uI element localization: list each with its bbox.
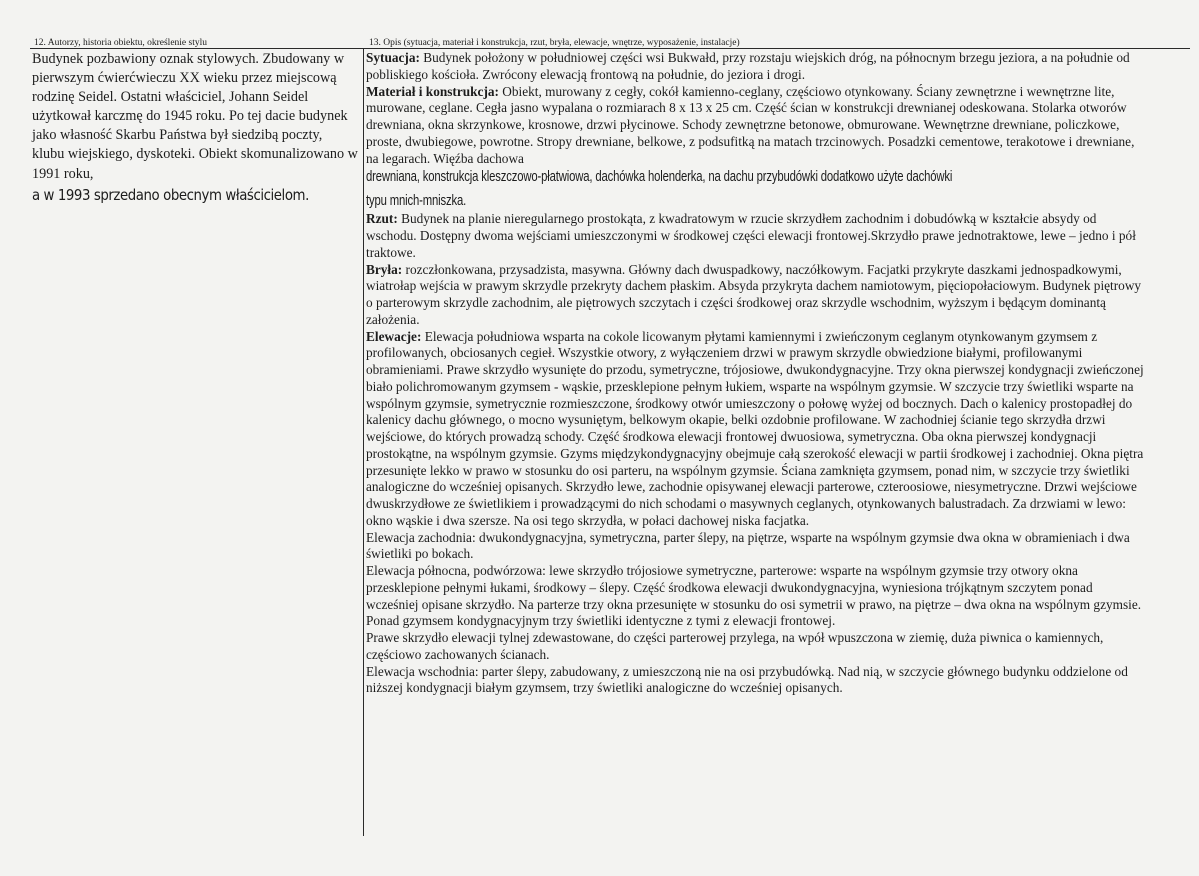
- elewacje-paragraph: [366, 329, 1144, 530]
- sytuacja-paragraph: [366, 50, 1144, 84]
- bryla-paragraph: [366, 262, 1144, 329]
- material-condensed-text-2: typu mnich-mniszka.: [366, 193, 467, 210]
- bryla-label: Bryła:: [366, 261, 403, 277]
- material-text: Obiekt, murowany z cegły, cokół kamienno-ceglany, częściowo otynkowany. Ściany zewnętrzne i wewnętrzne lite, murowane, ceglane. Cegła jasno wypalana o rozmiarach 8 x 13 x 25 cm. Część ścian w konstrukcji drewnianej odeskowana. Stolarka otworów drewniana, okna skrzynkowe, krosnowe, drzwi płycinowe. Schody zewnętrzne betonowe, obmurowane. Wewnętrzne drewniane, policzkowe, proste, dwubiegowe, powrotne. Stropy drewniane, belkowe, z podsufitką na matach trzcinowych. Posadzki cementowe, terakotowe i drewniane, na legarach. Więźba dachowa: [366, 83, 1135, 166]
- rzut-label: Rzut:: [366, 211, 398, 227]
- sytuacja-label: Sytuacja:: [366, 50, 420, 65]
- elewacja-tylna-paragraph: Prawe skrzydło elewacji tylnej zdewastowane, do części parterowej przylega, na wpół wpuszczona w ziemię, duża piwnica o kamiennych, częściowo zachowanych ścianach.: [366, 630, 1104, 662]
- material-condensed-line-2: [366, 191, 1144, 211]
- elewacje-label: Elewacje:: [366, 328, 422, 344]
- sytuacja-text: Budynek położony w południowej części wsi Bukwałd, przy rozstaju wiejskich dróg, na północnym brzegu jeziora, a na południe od pobliskiego kościoła. Zwrócony elewacją frontową na południe, do jeziora i drogi.: [366, 50, 1130, 82]
- history-text: Budynek pozbawiony oznak stylowych. Zbudowany w pierwszym ćwierćwieczu XX wieku przez miejscową rodzinę Seidel. Ostatni właściciel, Johann Seidel użytkował karczmę do 1945 roku. Po tej dacie budynek jako własność Skarbu Państwa był siedzibą poczty, klubu wiejskiego, dyskoteki. Obiekt skomunalizowano w 1991 roku,: [32, 51, 358, 182]
- rzut-paragraph: [366, 211, 1144, 261]
- description-column: [366, 50, 1144, 697]
- material-condensed-text-1: drewniana, konstrukcja kleszczowo-płatwiowa, dachówka holenderka, na dachu przybudówki dodatkowo użyte dachówki: [366, 169, 953, 186]
- elewacje-text: Elewacja południowa wsparta na cokole licowanym płytami kamiennymi i zwieńczonym ceglanym otynkowanym gzymsem z profilowanych, obciosanych cegieł. Wszystkie otwory, z wyłączeniem drzwi w prawym skrzydle obwiedzione białymi, profilowanymi obramieniami. Prawe skrzydło wysunięte do przodu, symetryczne, trójosiowe, dwukondygnacyjne. Trzy okna pierwszej kondygnacji zwieńczonej biało polichromowanym gzymsem - wąskie, przesklepione pełnym łukiem, wsparte na wspólnym gzymsie. W szczycie trzy świetliki wsparte na wspólnym gzymsie, symetrycznie rozmieszczone, środkowy otwór umieszczony o połowę wyżej od bocznych. Dach o kalenicy prostopadłej do kalenicy dachu głównego, o mocno wysuniętym, belkowym okapie, belki ozdobnie profilowane. W zachodniej ścianie tego skrzydła drzwi wejściowe, do których prowadzą schody. Część środkowa elewacji frontowej dwuosiowa, symetryczna. Oba okna pierwszej kondygnacji prostokątne, na wspólnym gzymsie. Gzyms międzykondygnacyjny obejmuje całą szerokość elewacji w partii środkowej i zachodniej. Okna piętra przesunięte lekko w prawo w stosunku do osi parteru, na wspólnym gzymsie. Ściana zamknięta gzymsem, ponad nim, w szczycie trzy świetliki analogiczne do wcześniej opisanych. Skrzydło lewe, zachodnie opisywanej elewacji parterowe, czteroosiowe, niesymetryczne. Drzwi wejściowe dwuskrzydłowe ze świetlikiem i prowadzącymi do nich schodami o masywnych ceglanych, otynkowanych balustradach. Za drzwiami w lewo: okno wąskie i dwa szersze. Na osi tego skrzydła, w połaci dachowej niska facjatka.: [366, 328, 1144, 528]
- bryla-text: rozczłonkowana, przysadzista, masywna. Główny dach dwuspadkowy, naczółkowym. Facjatki przykryte daszkami jednospadkowymi, wiatrołap wejścia w prawym skrzydle przekryty dachem płaskim. Absyda przykryta dachem namiotowym, pięciopołaciowym. Budynek piętrowy o parterowym skrzydle zachodnim, ale piętrowych szczytach i części środkowej oraz skrzydle wschodnim, wyższym i będącym dominantą założenia.: [366, 261, 1142, 327]
- elewacja-wschodnia-paragraph: Elewacja wschodnia: parter ślepy, zabudowany, z umieszczoną nie na osi przybudówką. Nad nią, w szczycie głównego budynku oddzielone od niższej kondygnacji białym gzymsem, trzy świetliki analogiczne do wcześniej opisanych.: [366, 663, 1128, 696]
- elewacja-polnocna-paragraph: Elewacja północna, podwórzowa: lewe skrzydło trójosiowe symetryczne, parterowe: wsparte na wspólnym gzymsie trzy otwory okna przesklepione pełnymi łukami, środkowy – ślepy. Część środkowa elewacji dwukondygnacyjna, wyniesiona trójkątnym szczytem ponad wcześniej opisane skrzydło. Na parterze trzy okna przesunięte w stosunku do osi symetrii w prawo, na piętrze – dwa okna na wspólnym gzymsie. Ponad gzymsem kondygnacyjnym trzy świetliki identyczne z tymi z elewacji frontowej.: [366, 563, 1142, 629]
- history-section-header: 12. Autorzy, historia obiektu, określenie stylu: [34, 38, 207, 48]
- history-column: [32, 50, 358, 205]
- column-divider: [363, 48, 364, 836]
- history-text-end: a w 1993 sprzedano obecnym właścicielom.: [32, 185, 309, 204]
- rzut-text: Budynek na planie nieregularnego prostokąta, z kwadratowym w rzucie skrzydłem zachodnim i dobudówką w kształcie absydy od wschodu. Dostępny dwoma wejściami umieszczonymi w środkowej części elewacji frontowej.Skrzydło prawe jednotraktowe, lewe – jedno i pół traktowe.: [366, 211, 1136, 260]
- form-sheet: [30, 36, 1190, 836]
- material-paragraph: [366, 84, 1144, 168]
- description-section-header: 13. Opis (sytuacja, materiał i konstrukcja, rzut, bryła, elewacje, wnętrze, wyposażenie, instalacje): [369, 38, 740, 48]
- material-label: Materiał i konstrukcja:: [366, 83, 499, 99]
- material-condensed-line-1: [366, 167, 1144, 191]
- elewacja-zachodnia-paragraph: Elewacja zachodnia: dwukondygnacyjna, symetryczna, parter ślepy, na piętrze, wsparte na wspólnym gzymsie dwa okna w obramieniach i dwa świetliki po bokach.: [366, 529, 1130, 562]
